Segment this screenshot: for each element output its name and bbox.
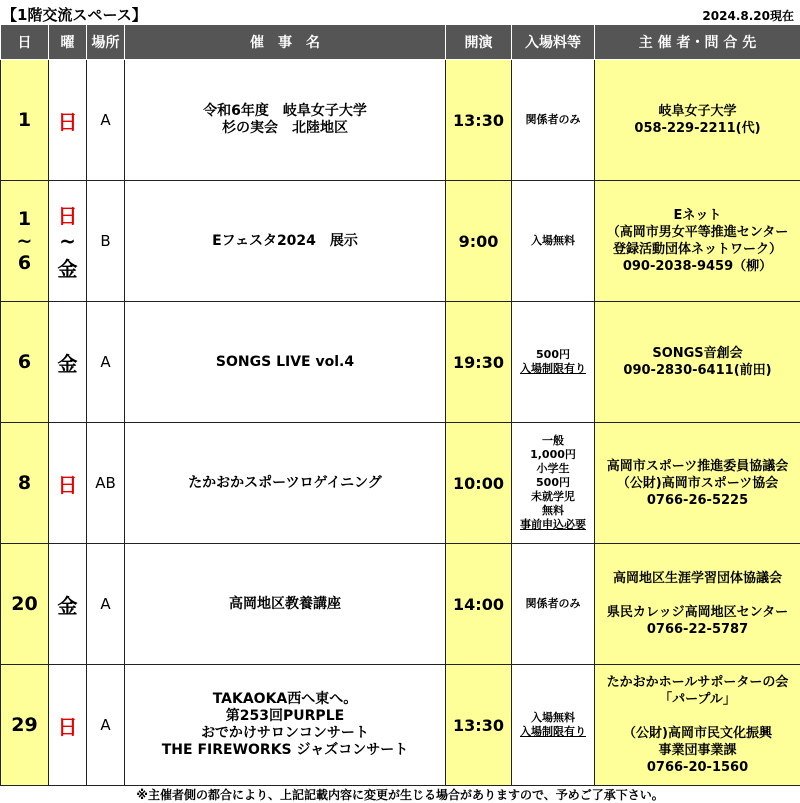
organizer-line xyxy=(595,587,800,604)
organizer-cell xyxy=(595,665,800,786)
weekday-cell: 日 xyxy=(49,60,87,181)
event-name-line: たかおかスポーツロゲイニング xyxy=(125,475,445,492)
fee-cell xyxy=(512,665,595,786)
table-row xyxy=(1,60,800,181)
fee-line: 小学生 xyxy=(512,462,594,476)
event-name-line: 第253回PURPLE xyxy=(125,708,445,725)
day-cell: 29 xyxy=(1,665,49,786)
weekday-cell: 日 ~ 金 xyxy=(49,181,87,302)
fee-cell xyxy=(512,544,595,665)
col-header-organizer: 主 催 者・問 合 先 xyxy=(595,25,800,60)
event-name-line: THE FIREWORKS ジャズコンサート xyxy=(125,742,445,759)
organizer-line: 「パープル」 xyxy=(595,691,800,708)
place-cell: A xyxy=(87,665,125,786)
table-row xyxy=(1,544,800,665)
organizer-line: SONGS音創会 xyxy=(595,345,800,362)
day-cell: 1 xyxy=(1,60,49,181)
organizer-cell xyxy=(595,60,800,181)
fee-line: 無料 xyxy=(512,504,594,518)
organizer-line: 0766-20-1560 xyxy=(595,759,800,776)
fee-cell xyxy=(512,423,595,544)
fee-line: 入場制限有り xyxy=(512,725,594,739)
table-row xyxy=(1,181,800,302)
organizer-line xyxy=(595,708,800,725)
start-time-cell: 14:00 xyxy=(446,544,512,665)
organizer-line: 058-229-2211(代) xyxy=(595,120,800,137)
organizer-line: （公財)高岡市民文化振興 xyxy=(595,725,800,742)
fee-line: 1,000円 xyxy=(512,448,594,462)
event-schedule-table xyxy=(0,24,800,786)
place-cell: A xyxy=(87,302,125,423)
fee-line: 入場無料 xyxy=(512,234,594,248)
event-name-line: SONGS LIVE vol.4 xyxy=(125,354,445,371)
event-name-cell xyxy=(125,423,446,544)
fee-cell xyxy=(512,181,595,302)
col-header-fee: 入場料等 xyxy=(512,25,595,60)
place-cell: AB xyxy=(87,423,125,544)
fee-line: 500円 xyxy=(512,348,594,362)
col-header-weekday: 曜 xyxy=(49,25,87,60)
table-header-row xyxy=(1,25,800,60)
place-cell: A xyxy=(87,544,125,665)
day-cell: 6 xyxy=(1,302,49,423)
organizer-line: 高岡地区生涯学習団体協議会 xyxy=(595,570,800,587)
table-row xyxy=(1,665,800,786)
place-cell: A xyxy=(87,60,125,181)
organizer-line: 事業団事業課 xyxy=(595,742,800,759)
event-name-cell xyxy=(125,302,446,423)
organizer-line: 0766-26-5225 xyxy=(595,492,800,509)
fee-line: 一般 xyxy=(512,434,594,448)
organizer-cell xyxy=(595,423,800,544)
weekday-cell: 日 xyxy=(49,665,87,786)
fee-line: 未就学児 xyxy=(512,490,594,504)
organizer-cell xyxy=(595,544,800,665)
event-name-line: 杉の実会 北陸地区 xyxy=(125,120,445,137)
organizer-line: （公財)高岡市スポーツ協会 xyxy=(595,475,800,492)
fee-line: 関係者のみ xyxy=(512,597,594,611)
fee-line: 関係者のみ xyxy=(512,113,594,127)
event-name-line: Eフェスタ2024 展示 xyxy=(125,233,445,250)
event-name-line: TAKAOKA西へ東へ。 xyxy=(125,691,445,708)
event-name-cell xyxy=(125,544,446,665)
organizer-line: 岐阜女子大学 xyxy=(595,103,800,120)
col-header-day: 日 xyxy=(1,25,49,60)
start-time-cell: 19:30 xyxy=(446,302,512,423)
weekday-cell: 金 xyxy=(49,544,87,665)
col-header-place: 場所 xyxy=(87,25,125,60)
weekday-cell: 金 xyxy=(49,302,87,423)
start-time-cell: 13:30 xyxy=(446,60,512,181)
fee-cell xyxy=(512,60,595,181)
fee-cell xyxy=(512,302,595,423)
organizer-line: 090-2038-9459（柳） xyxy=(595,258,800,275)
day-cell: 1 ~ 6 xyxy=(1,181,49,302)
event-name-cell xyxy=(125,665,446,786)
organizer-line: 高岡市スポーツ推進委員協議会 xyxy=(595,458,800,475)
event-name-line: 高岡地区教養講座 xyxy=(125,596,445,613)
weekday-cell: 日 xyxy=(49,423,87,544)
table-row xyxy=(1,423,800,544)
organizer-line: たかおかホールサポーターの会 xyxy=(595,674,800,691)
event-name-line: 令和6年度 岐阜女子大学 xyxy=(125,103,445,120)
event-name-cell xyxy=(125,60,446,181)
start-time-cell: 10:00 xyxy=(446,423,512,544)
fee-line: 入場無料 xyxy=(512,711,594,725)
col-header-event: 催 事 名 xyxy=(125,25,446,60)
organizer-line: Eネット xyxy=(595,207,800,224)
fee-line: 事前申込必要 xyxy=(512,518,594,532)
day-cell: 20 xyxy=(1,544,49,665)
fee-line: 入場制限有り xyxy=(512,362,594,376)
place-cell: B xyxy=(87,181,125,302)
organizer-line: 登録活動団体ネットワーク） xyxy=(595,241,800,258)
organizer-line: 0766-22-5787 xyxy=(595,621,800,638)
event-name-line: おでかけサロンコンサート xyxy=(125,725,445,742)
fee-line: 500円 xyxy=(512,476,594,490)
organizer-cell xyxy=(595,181,800,302)
col-header-start: 開演 xyxy=(446,25,512,60)
table-row xyxy=(1,302,800,423)
event-name-cell xyxy=(125,181,446,302)
footer-note: ※主催者側の都合により、上記記載内容に変更が生じる場合がありますので、予めご了承下さい。 xyxy=(0,786,800,803)
start-time-cell: 13:30 xyxy=(446,665,512,786)
page-title: 【1階交流スペース】 xyxy=(2,4,147,25)
organizer-line: （高岡市男女平等推進センター xyxy=(595,224,800,241)
organizer-line: 090-2830-6411(前田) xyxy=(595,362,800,379)
start-time-cell: 9:00 xyxy=(446,181,512,302)
organizer-cell xyxy=(595,302,800,423)
as-of-date: 2024.8.20現在 xyxy=(702,7,794,24)
organizer-line: 県民カレッジ高岡地区センター xyxy=(595,604,800,621)
day-cell: 8 xyxy=(1,423,49,544)
